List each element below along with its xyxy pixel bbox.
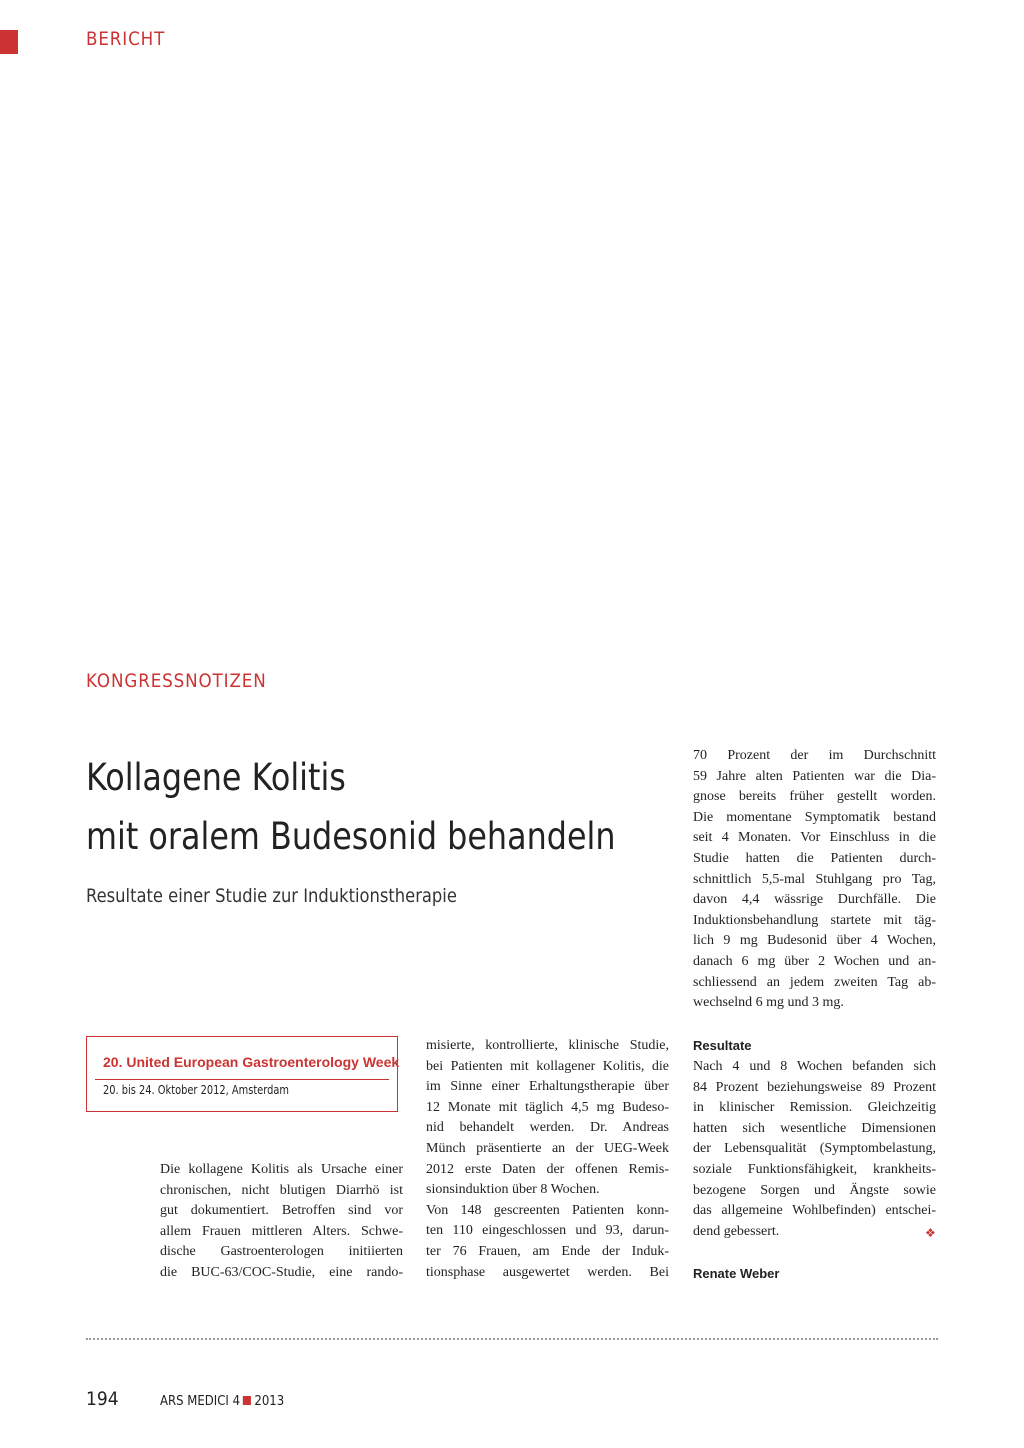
congress-title: 20. United European Gastroenterology Week xyxy=(103,1054,400,1070)
text-line: wechselnd 6 mg und 3 mg. xyxy=(693,995,844,1011)
text-line: Die kollagene Kolitis als Ursache einer xyxy=(160,1162,403,1177)
section-label: BERICHT xyxy=(86,28,166,50)
text-line: ter 76 Frauen, am Ende der Induk- xyxy=(426,1243,669,1259)
text-line: lich 9 mg Budesonid über 4 Wochen, xyxy=(693,933,936,949)
text-line: Die momentane Symptomatik bestand xyxy=(693,809,936,825)
info-box-divider xyxy=(95,1079,389,1080)
journal-info xyxy=(160,1394,284,1409)
text-line: tionsphase ausgewertet werden. Bei xyxy=(426,1264,669,1280)
footer-divider xyxy=(86,1338,938,1340)
article-title-line-2: mit oralem Budesonid behandeln xyxy=(86,815,616,858)
text-line: seit 4 Monaten. Vor Einschluss in die xyxy=(693,830,936,846)
text-line: ten 110 eingeschlossen und 93, darun- xyxy=(426,1223,669,1239)
journal-name: ARS MEDICI 4 xyxy=(160,1394,241,1409)
text-line: schnittlich 5,5-mal Stuhlgang pro Tag, xyxy=(693,871,936,887)
text-line: 2012 erste Daten der offenen Remis- xyxy=(426,1161,669,1177)
text-line: gnose bereits früher gestellt worden. xyxy=(693,789,936,805)
text-line: nid behandelt werden. Dr. Andreas xyxy=(426,1120,669,1136)
text-line: Nach 4 und 8 Wochen befanden sich xyxy=(693,1059,936,1074)
text-line: 70 Prozent der im Durchschnitt xyxy=(693,748,936,763)
text-line: sionsinduktion über 8 Wochen. xyxy=(426,1182,600,1198)
text-line: misierte, kontrollierte, klinische Studie, xyxy=(426,1038,669,1053)
text-line: hatten sich wesentliche Dimensionen xyxy=(693,1120,936,1136)
results-text xyxy=(693,1057,936,1242)
text-line: dische Gastroenterologen initiierten xyxy=(160,1244,403,1260)
text-line: in klinischer Remission. Gleichzeitig xyxy=(693,1100,936,1116)
author-name: Renate Weber xyxy=(693,1266,780,1281)
text-column-2 xyxy=(426,1036,669,1283)
text-line: Von 148 gescreenten Patienten konn- xyxy=(426,1202,669,1218)
text-line: davon 4,4 wässrige Durchfälle. Die xyxy=(693,892,936,908)
text-line: 59 Jahre alten Patienten war die Dia- xyxy=(693,768,936,784)
text-line: Induktionsbehandlung startete mit täg- xyxy=(693,912,936,928)
text-line: bei Patienten mit kollagener Kolitis, die xyxy=(426,1058,669,1074)
text-line: Studie hatten die Patienten durch- xyxy=(693,850,936,866)
congress-date: 20. bis 24. Oktober 2012, Amsterdam xyxy=(103,1083,289,1097)
journal-year: 2013 xyxy=(254,1394,285,1409)
text-line: danach 6 mg über 2 Wochen und an- xyxy=(693,953,936,969)
text-line: der Lebensqualität (Symptombelastung, xyxy=(693,1141,936,1157)
results-heading: Resultate xyxy=(693,1038,752,1053)
text-line: die BUC-63/COC-Studie, eine rando- xyxy=(160,1264,403,1280)
page-number: 194 xyxy=(86,1388,119,1410)
text-line: allem Frauen mittleren Alters. Schwe- xyxy=(160,1223,403,1239)
text-column-1 xyxy=(160,1160,403,1284)
congress-info-box xyxy=(86,1036,398,1112)
text-line: das allgemeine Wohlbefinden) entschei- xyxy=(693,1203,936,1219)
text-line: Münch präsentierte an der UEG-Week xyxy=(426,1140,669,1156)
article-title xyxy=(86,748,616,866)
article-end-icon: ❖ xyxy=(925,1226,936,1240)
text-line: 12 Monate mit täglich 4,5 mg Budeso- xyxy=(426,1099,669,1115)
square-icon xyxy=(243,1396,251,1405)
article-title-line-1: Kollagene Kolitis xyxy=(86,756,346,799)
article-subtitle: Resultate einer Studie zur Induktionstherapie xyxy=(86,885,457,907)
text-line: soziale Funktionsfähigkeit, krankheits- xyxy=(693,1161,936,1177)
text-line: chronischen, nicht blutigen Diarrhö ist xyxy=(160,1182,403,1198)
text-line: schliessend an jedem zweiten Tag ab- xyxy=(693,974,936,990)
text-line: dend gebessert. xyxy=(693,1223,780,1239)
text-line: 84 Prozent beziehungsweise 89 Prozent xyxy=(693,1079,936,1095)
text-line: im Sinne einer Erhaltungstherapie über xyxy=(426,1079,669,1095)
text-line: gut dokumentiert. Betroffen sind vor xyxy=(160,1203,403,1219)
rubric-label: KONGRESSNOTIZEN xyxy=(86,670,267,692)
text-line: bezogene Sorgen und Ängste sowie xyxy=(693,1182,936,1198)
text-column-3 xyxy=(693,746,936,1014)
section-color-mark xyxy=(0,30,18,54)
